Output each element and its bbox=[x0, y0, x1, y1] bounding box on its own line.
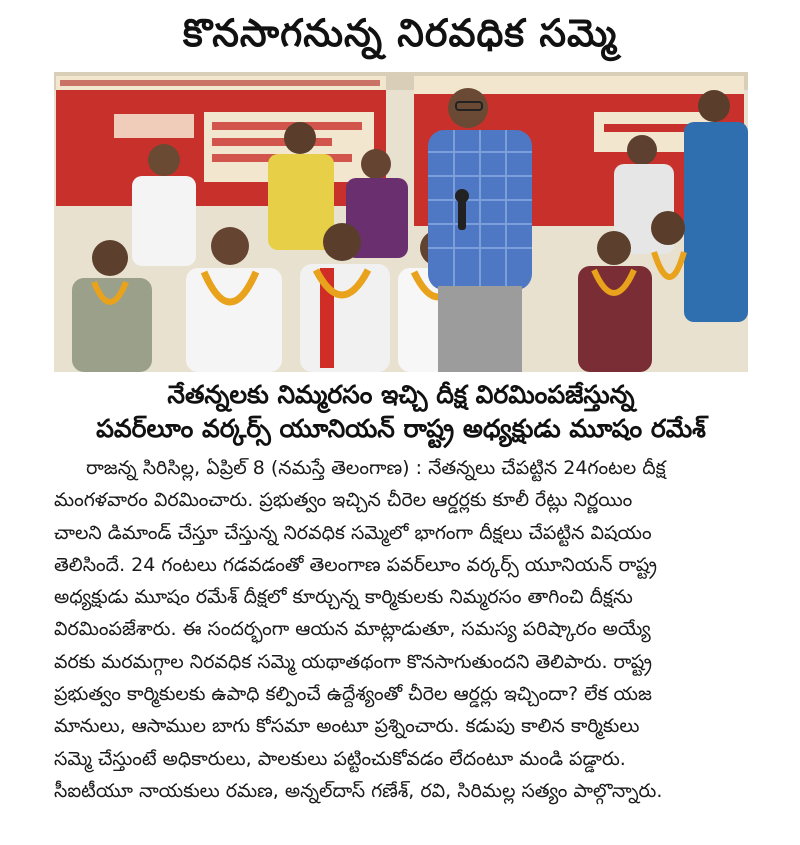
article-line: వరకు మరమగ్గాల నిరవధిక సమ్మె యథాతథంగా కొనసాగుతుందని తెలిపారు. రాష్ట్ర bbox=[54, 650, 653, 673]
article-line: తెలిసిందే. 24 గంటలు గడవడంతో తెలంగాణ పవర్‌లూం వర్కర్స్ యూనియన్ రాష్ట్ర bbox=[54, 553, 658, 576]
article-line: సమ్మె చేస్తుంటే అధికారులు, పాలకులు పట్టించుకోవడం లేదంటూ మండి పడ్డారు. bbox=[54, 747, 626, 770]
protest-banner-left bbox=[56, 76, 386, 206]
caption-line-1: నేతన్నలకు నిమ్మరసం ఇచ్చి దీక్ష విరమింపజేస్తున్న bbox=[167, 380, 635, 409]
photo-illustration bbox=[54, 72, 748, 372]
news-photo bbox=[54, 72, 748, 372]
headline: కొనసాగనున్న నిరవధిక సమ్మె bbox=[182, 11, 618, 55]
article-line: ప్రభుత్వం కార్మికులకు ఉపాధి కల్పించే ఉద్దేశ్యంతో చీరెల ఆర్డర్లు ఇచ్చిందా? లేక యజ bbox=[54, 683, 652, 706]
article-body bbox=[54, 452, 748, 807]
article-line: మానులు, ఆసాముల బాగు కోసమా అంటూ ప్రశ్నించారు. కడుపు కాలిన కార్మికులు bbox=[54, 715, 640, 738]
article-line: రాజన్న సిరిసిల్ల, ఏప్రిల్ 8 (నమస్తే తెలంగాణ) : నేతన్నలు చేపట్టిన 24గంటల దీక్ష bbox=[86, 457, 666, 479]
article-line: విరమింపజేశారు. ఈ సందర్భంగా ఆయన మాట్లాడుతూ, సమస్య పరిష్కారం అయ్యే bbox=[54, 618, 651, 641]
article-line: మంగళవారం విరమించారు. ప్రభుత్వం ఇచ్చిన చీరెల ఆర్డర్లకు కూలీ రేట్లు నిర్ణయిం bbox=[54, 489, 633, 512]
article-line: అధ్యక్షుడు మూషం రమేశ్ దీక్షలో కూర్చున్న కార్మికులకు నిమ్మరసం తాగించి దీక్షను bbox=[54, 586, 633, 609]
caption-line-2: పవర్‌లూం వర్కర్స్ యూనియన్ రాష్ట్ర అధ్యక్షుడు మూషం రమేశ్ bbox=[96, 414, 706, 443]
photo-caption bbox=[54, 378, 748, 446]
article-line: చాలని డిమాండ్ చేస్తూ చేస్తున్న నిరవధిక సమ్మెలో భాగంగా దీక్షలు చేపట్టిన విషయం bbox=[54, 521, 652, 544]
article-line: సీఐటీయూ నాయకులు రమణ, అన్నల్‌దాస్ గణేశ్, రవి, సిరిమల్ల సత్యం పాల్గొన్నారు. bbox=[54, 779, 663, 802]
union-president-figure bbox=[428, 88, 532, 372]
